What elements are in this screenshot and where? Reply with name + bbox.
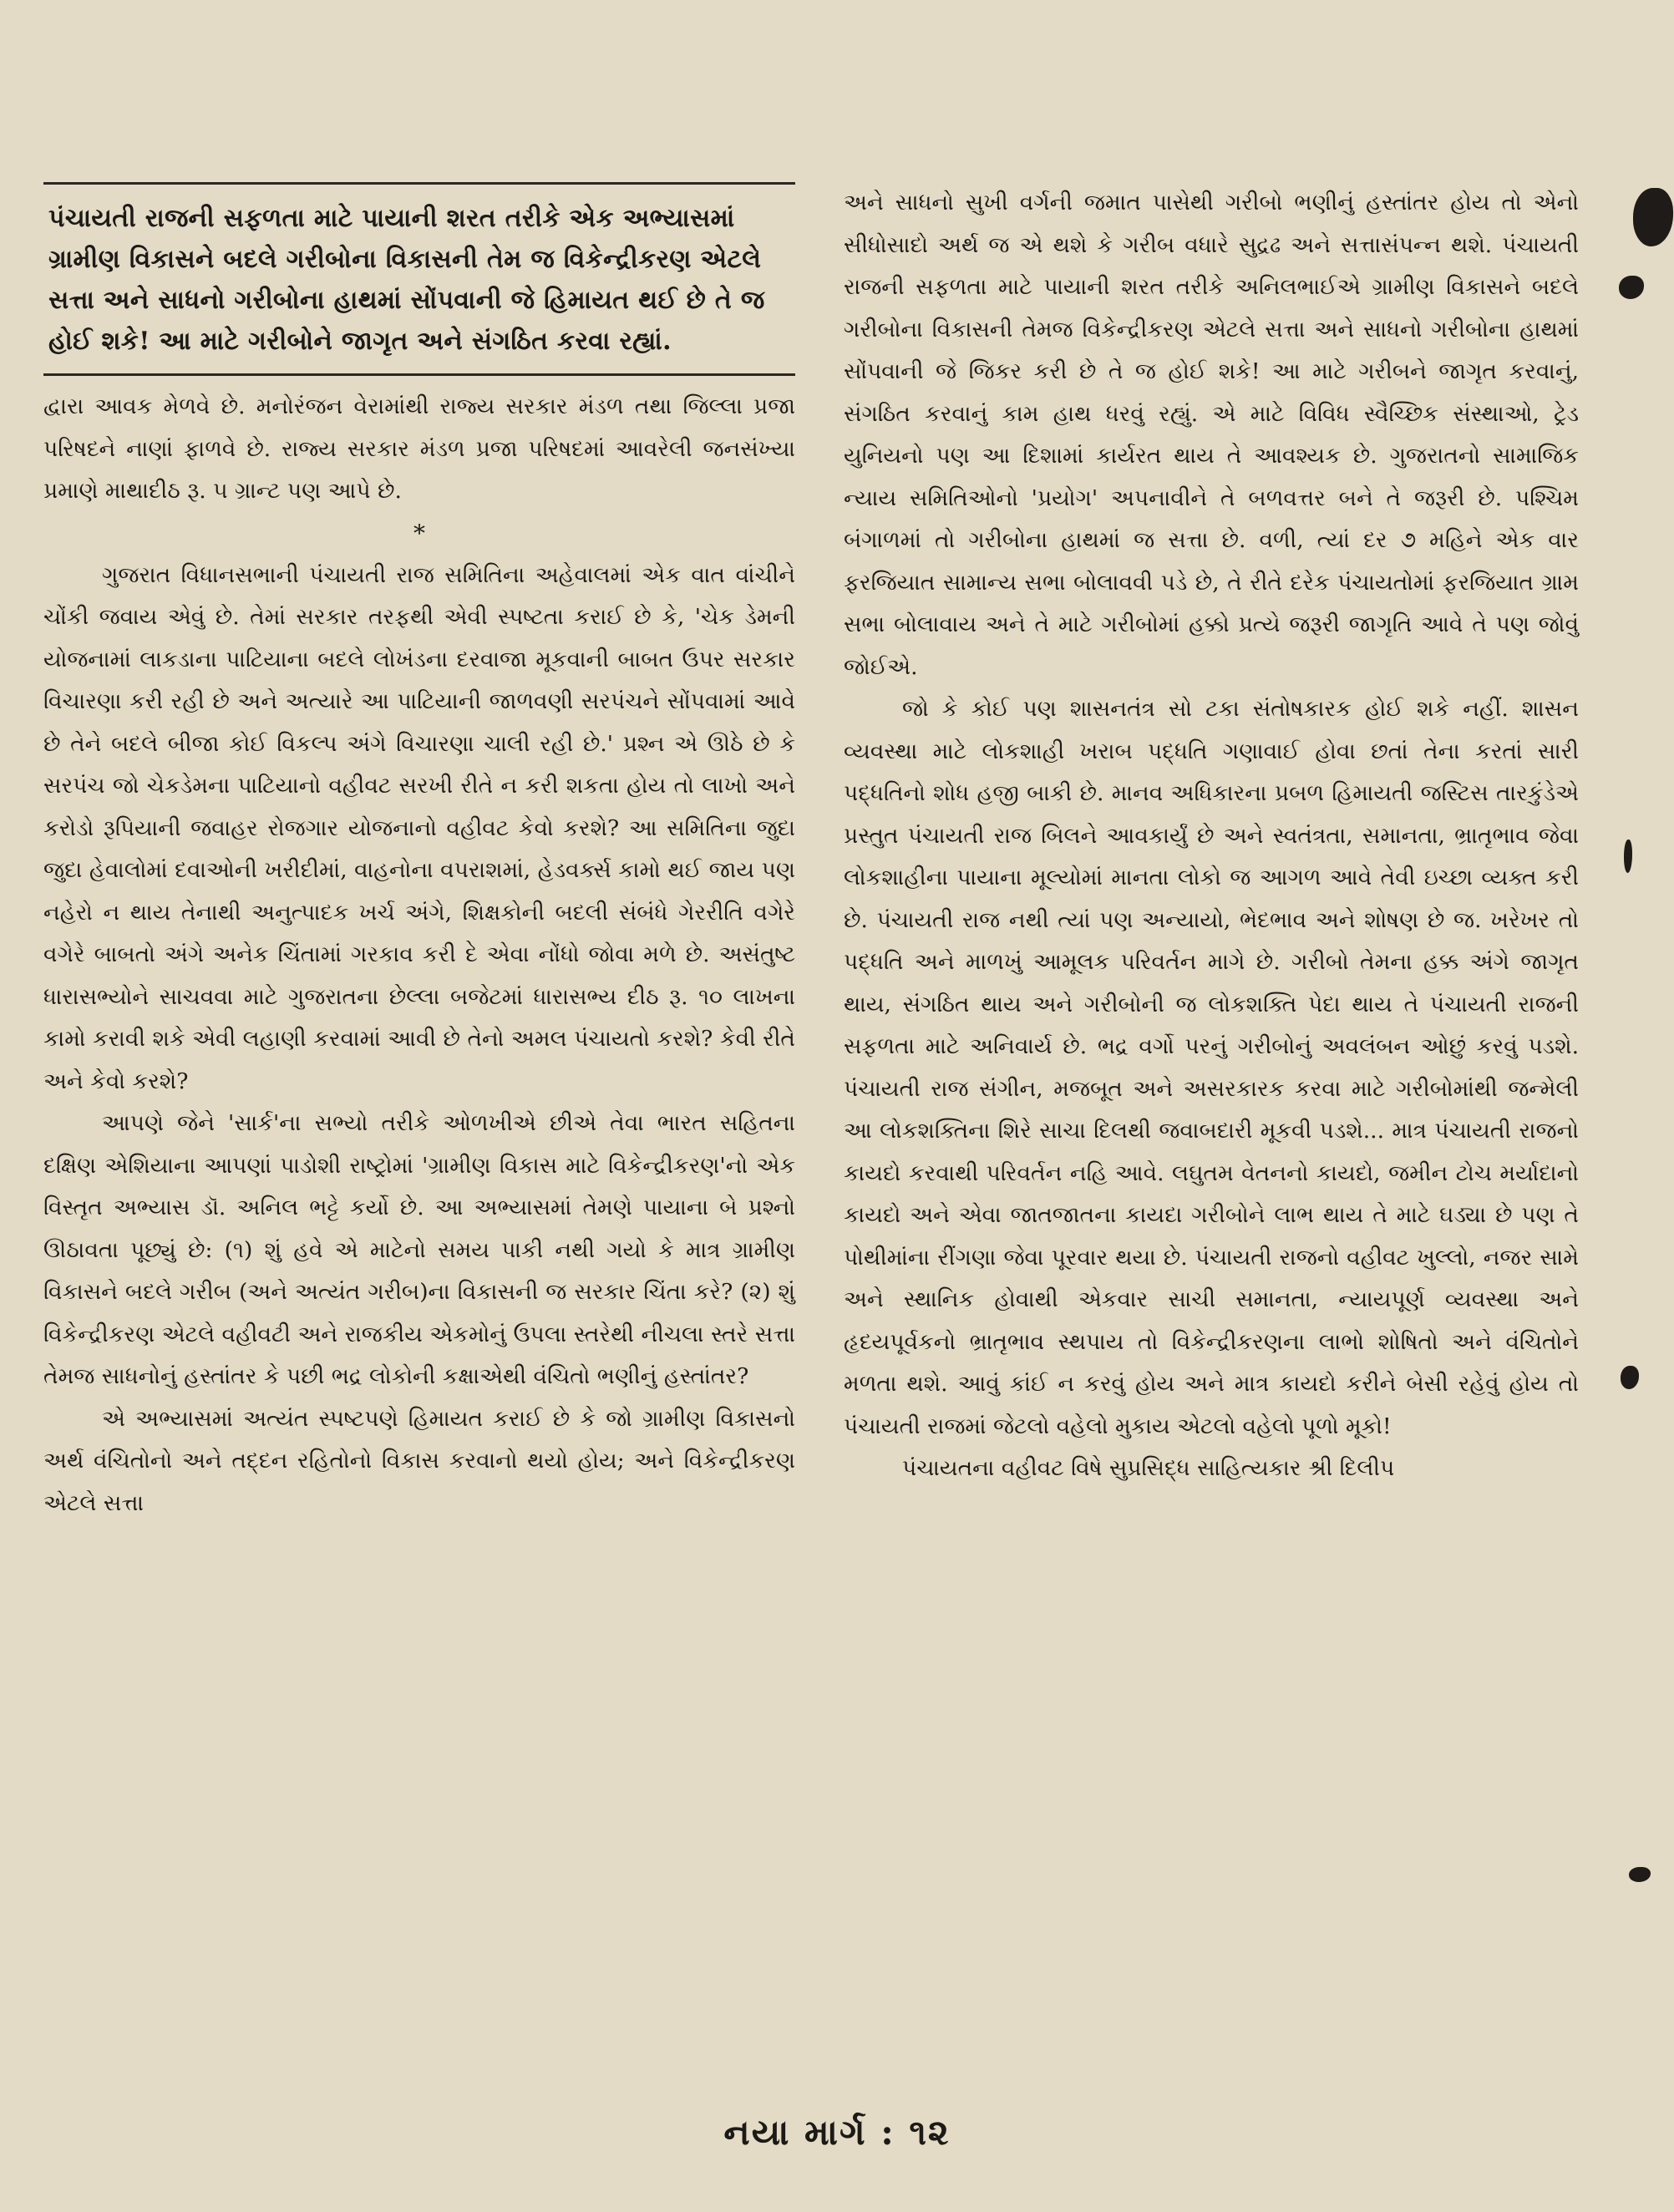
paragraph: એ અભ્યાસમાં અત્યંત સ્પષ્ટપણે હિમાયત કરાઈ છે કે જો ગ્રામીણ વિકાસનો અર્થ વંચિતોનો અને તદ્દન રહિતોનો વિકાસ કરવાનો થયો હોય; અને વિકેન્દ્રીકરણ એટલે સત્તા xyxy=(43,1405,795,1516)
ink-blot-decoration xyxy=(1624,840,1632,873)
ink-blot-decoration xyxy=(1621,1366,1639,1389)
paragraph: દ્વારા આવક મેળવે છે. મનોરંજન વેરામાંથી રાજ્ય સરકાર મંડળ તથા જિલ્લા પ્રજા પરિષદને નાણાં ફાળવે છે. રાજ્ય સરકાર મંડળ પ્રજા પરિષદમાં આવરેલી જનસંખ્યા પ્રમાણે માથાદીઠ રૂ. ૫ ગ્રાન્ટ પણ આપે છે. xyxy=(43,393,795,504)
paragraph: જો કે કોઈ પણ શાસનતંત્ર સો ટકા સંતોષકારક હોઈ શકે નહીં. શાસન વ્યવસ્થા માટે લોકશાહી ખરાબ પદ્ધતિ ગણાવાઈ હોવા છતાં તેના કરતાં સારી પદ્ધતિનો શોધ હજી બાકી છે. માનવ અધિકારના પ્રબળ હિમાયતી જસ્ટિસ તારકુંડેએ પ્રસ્તુત પંચાયતી રાજ બિલને આવકાર્યું છે અને સ્વતંત્રતા, સમાનતા, ભ્રાતૃભાવ જેવા લોકશાહીના પાયાના મૂલ્યોમાં માનતા લોકો જ આગળ આવે તેવી ઇચ્છા વ્યક્ત કરી છે. પંચાયતી રાજ નથી ત્યાં પણ અન્યાયો, ભેદભાવ અને શોષણ છે જ. ખરેખર તો પદ્ધતિ અને માળખું આમૂલક પરિવર્તન માગે છે. ગરીબો તેમના હક્ક અંગે જાગૃત થાય, સંગઠિત થાય અને ગરીબોની જ લોકશક્તિ પેદા થાય તે પંચાયતી રાજની સફળતા માટે અનિવાર્ય છે. ભદ્ર વર્ગો પરનું ગરીબોનું અવલંબન ઓછું કરવું પડશે. પંચાયતી રાજ સંગીન, મજબૂત અને અસરકારક કરવા માટે ગરીબોમાંથી જન્મેલી આ લોકશક્તિના શિરે સાચા દિલથી જવાબદારી મૂકવી પડશે... માત્ર પંચાયતી રાજનો કાયદો કરવાથી પરિવર્તન નહિ આવે. લઘુતમ વેતનનો કાયદો, જમીન ટોચ મર્યાદાનો કાયદો અને એવા જાતજાતના કાયદા ગરીબોને લાભ થાય તે માટે ઘડ્યા છે પણ તે પોથીમાંના રીંગણા જેવા પૂરવાર થયા છે. પંચાયતી રાજનો વહીવટ ખુલ્લો, નજર સામે અને સ્થાનિક હોવાથી એકવાર સાચી સમાનતા, ન્યાયપૂર્ણ વ્યવસ્થા અને હૃદયપૂર્વકનો ભ્રાતૃભાવ સ્થપાય તો વિકેન્દ્રીકરણના લાભો શોષિતો અને વંચિતોને મળતા થશે. આવું કાંઈ ન કરવું હોય અને માત્ર કાયદો કરીને બેસી રહેવું હોય તો પંચાયતી રાજમાં જેટલો વહેલો મુકાય એટલો વહેલો પૂળો મૂકો! xyxy=(844,696,1579,1439)
pull-quote: પંચાયતી રાજની સફળતા માટે પાયાની શરત તરીકે એક અભ્યાસમાં ગ્રામીણ વિકાસને બદલે ગરીબોના વિકાસની તેમ જ વિકેન્દ્રીકરણ એટલે સત્તા અને સાધનો ગરીબોના હાથમાં સોંપવાની જે હિમાયત થઈ છે તે જ હોઈ શકે! આ માટે ગરીબોને જાગૃત અને સંગઠિત કરવા રહ્યાં. xyxy=(43,182,795,376)
section-separator: * xyxy=(413,519,425,547)
ink-blot-decoration xyxy=(1633,188,1673,246)
ink-blot-decoration xyxy=(1629,1867,1651,1882)
left-column-body xyxy=(43,376,795,1525)
right-column xyxy=(844,182,1579,1490)
paragraph: આપણે જેને 'સાર્ક'ના સભ્યો તરીકે ઓળખીએ છીએ તેવા ભારત સહિતના દક્ષિણ એશિયાના આપણાં પાડોશી રાષ્ટ્રોમાં 'ગ્રામીણ વિકાસ માટે વિકેન્દ્રીકરણ'નો એક વિસ્તૃત અભ્યાસ ડૉ. અનિલ ભટ્ટે કર્યો છે. આ અભ્યાસમાં તેમણે પાયાના બે પ્રશ્નો ઊઠાવતા પૂછ્યું છે: (૧) શું હવે એ માટેનો સમય પાકી નથી ગયો કે માત્ર ગ્રામીણ વિકાસને બદલે ગરીબ (અને અત્યંત ગરીબ)ના વિકાસની જ સરકાર ચિંતા કરે? (૨) શું વિકેન્દ્રીકરણ એટલે વહીવટી અને રાજકીય એકમોનું ઉપલા સ્તરેથી નીચલા સ્તરે સત્તા તેમજ સાધનોનું હસ્તાંતર કે પછી ભદ્ર લોકોની કક્ષાએથી વંચિતો ભણીનું હસ્તાંતર? xyxy=(43,1110,795,1389)
ink-blot-decoration xyxy=(1619,276,1644,299)
paragraph: ગુજરાત વિધાનસભાની પંચાયતી રાજ સમિતિના અહેવાલમાં એક વાત વાંચીને ચોંકી જવાય એવું છે. તેમાં સરકાર તરફથી એવી સ્પષ્ટતા કરાઈ છે કે, 'ચેક ડેમની યોજનામાં લાકડાના પાટિયાના બદલે લોખંડના દરવાજા મૂકવાની બાબત ઉપર સરકાર વિચારણા કરી રહી છે અને અત્યારે આ પાટિયાની જાળવણી સરપંચને સોંપવામાં આવે છે તેને બદલે બીજા કોઈ વિકલ્પ અંગે વિચારણા ચાલી રહી છે.' પ્રશ્ન એ ઊઠે છે કે સરપંચ જો ચેકડેમના પાટિયાનો વહીવટ સરખી રીતે ન કરી શકતા હોય તો લાખો અને કરોડો રૂપિયાની જવાહર રોજગાર યોજનાનો વહીવટ કેવો કરશે? આ સમિતિના જુદા જુદા હેવાલોમાં દવાઓની ખરીદીમાં, વાહનોના વપરાશમાં, હેડવર્ક્સ કામો થઈ જાય પણ નહેરો ન થાય તેનાથી અનુત્પાદક ખર્ચ અંગે, શિક્ષકોની બદલી સંબંધે ગેરરીતિ વગેરે વગેરે બાબતો અંગે અનેક ચિંતામાં ગરકાવ કરી દે એવા નોંધો જોવા મળે છે. અસંતુષ્ટ ધારાસભ્યોને સાચવવા માટે ગુજરાતના છેલ્લા બજેટમાં ધારાસભ્ય દીઠ રૂ. ૧૦ લાખના કામો કરાવી શકે એવી લહાણી કરવામાં આવી છે તેનો અમલ પંચાયતો કરશે? કેવી રીતે અને કેવો કરશે? xyxy=(43,561,795,1094)
left-column xyxy=(43,182,795,1525)
paragraph: અને સાધનો સુખી વર્ગની જમાત પાસેથી ગરીબો ભણીનું હસ્તાંતર હોય તો એનો સીધોસાદો અર્થ જ એ થશે કે ગરીબ વધારે સુદ્રઢ અને સત્તાસંપન્ન થશે. પંચાયતી રાજની સફળતા માટે પાયાની શરત તરીકે અનિલભાઈએ ગ્રામીણ વિકાસને બદલે ગરીબોના વિકાસની તેમજ વિકેન્દ્રીકરણ એટલે સત્તા અને સાધનો ગરીબોના હાથમાં સોંપવાની જે જિકર કરી છે તે જ હોઈ શકે! આ માટે ગરીબને જાગૃત કરવાનું, સંગઠિત કરવાનું કામ હાથ ધરવું રહ્યું. એ માટે વિવિધ સ્વૈચ્છિક સંસ્થાઓ, ટ્રેડ યુનિયનો પણ આ દિશામાં કાર્યરત થાય તે આવશ્યક છે. ગુજરાતનો સામાજિક ન્યાય સમિતિઓનો 'પ્રયોગ' અપનાવીને તે બળવત્તર બને તે જરૂરી છે. પશ્ચિમ બંગાળમાં તો ગરીબોના હાથમાં જ સત્તા છે. વળી, ત્યાં દર ૭ મહિને એક વાર ફરજિયાત સામાન્ય સભા બોલાવવી પડે છે, તે રીતે દરેક પંચાયતોમાં ફરજિયાત ગ્રામ સભા બોલાવાય અને તે માટે ગરીબોમાં હક્કો પ્રત્યે જરૂરી જાગૃતિ આવે તે પણ જોવું જોઈએ. xyxy=(844,190,1579,680)
page-footer: નયા માર્ગ : ૧૨ xyxy=(723,2112,951,2153)
paragraph: પંચાયતના વહીવટ વિષે સુપ્રસિદ્ધ સાહિત્યકાર શ્રી દિલીપ xyxy=(902,1455,1395,1481)
